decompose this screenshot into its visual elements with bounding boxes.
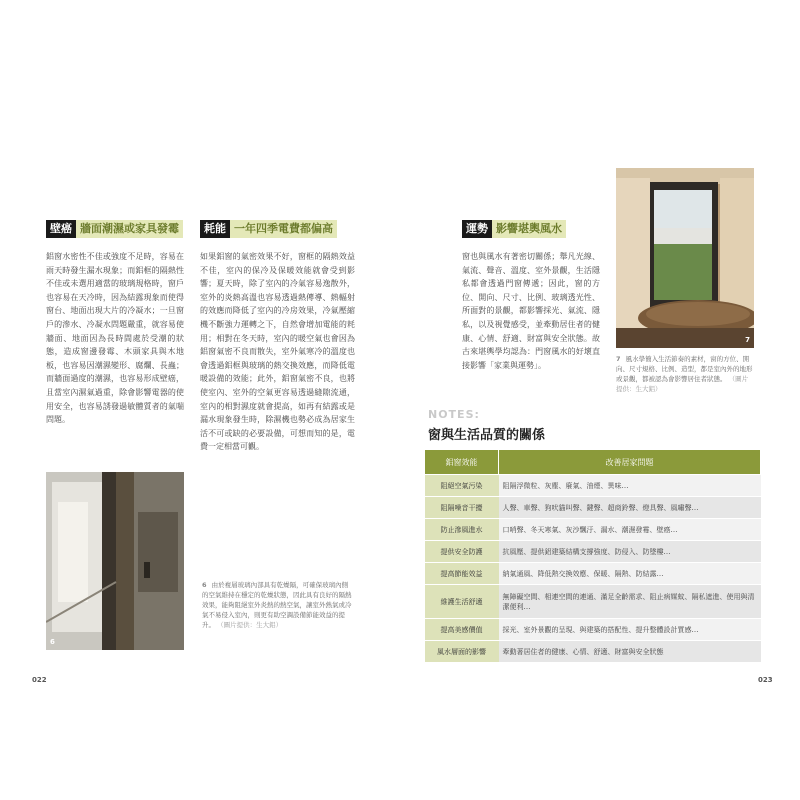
table-cell-effect: 風水層面的影響 <box>425 641 499 663</box>
page-number-left: 022 <box>32 676 47 684</box>
table-header: 改善居家問題 <box>499 450 761 475</box>
section-title: 牆面潮濕或家具發霉 <box>76 220 183 238</box>
section-title: 影響堪輿風水 <box>492 220 566 238</box>
window-frame-illustration <box>46 472 184 650</box>
caption-number: 6 <box>202 581 207 589</box>
caption-text: 風水學簡入生活節奏的素材，窗的方位、開向、尺寸規格、比例、造型，都是室內外的地形或景觀，都被認為會影響居住者狀態。 <box>616 355 753 383</box>
section-body-fengshui: 窗也與風水有著密切關係；舉凡光線、氣流、聲音、溫度、室外景觀，生活隱私都會透過門窗傳遞；因此，窗的方位、開向、尺寸、比例、玻璃透光性、所面對的景觀，都影響採光、氣流、隱私，以及視覺感受，並牽動居住者的健康、心情、舒適、財富與安全狀態。故古來堪輿學均認為：門窗風水的好壞直接影響「家業與運勢」。 <box>462 252 600 370</box>
table-cell-effect: 提供安全防護 <box>425 541 499 563</box>
table-cell-problem: 採光、室外景觀的呈現、與建築的搭配性、提升整體設計質感… <box>499 619 761 641</box>
section-tag: 耗能 <box>200 220 230 238</box>
window-frame-photo <box>46 472 184 650</box>
table-cell-problem: 人聲、車聲、狗吠貓叫聲、鍵聲、超商鈴聲、燈具聲、風嘯聲… <box>499 497 761 519</box>
table-row <box>425 641 761 663</box>
room-window-photo <box>616 168 754 348</box>
photo-number: 6 <box>50 638 55 646</box>
section-title: 一年四季電費都偏高 <box>230 220 337 238</box>
right-page <box>400 0 800 800</box>
section-heading-energy <box>200 220 337 238</box>
photo-number: 7 <box>745 336 750 344</box>
table-cell-problem: 牽動著居住者的健康、心情、舒適、財富與安全狀態 <box>499 641 761 663</box>
window-effects-table <box>424 449 761 663</box>
caption-text: 由於複層玻璃內部具有乾燥隔，可確保玻璃內側的空氣維持在穩定的乾燥狀態，因此具有良好的隔熱效果，能夠阻絕室外炎熱的熱空氣，讓室外熱氣或冷氣不易侵入室內，則更有助空調設備節能效益的提升。 <box>202 581 352 629</box>
section-body-mold: 鋁窗水密性不佳或強度不足時，容易在雨天時發生漏水現象；而鋁框的隔熱性不佳或未選用適當的玻璃規格時，窗戶也容易在天冷時，因為結露現象而使得窗台、地面出現大片的冷凝水；一旦窗戶的滲水、冷凝水問題嚴重，就容易使牆面、地面因為長時間處於受潮的狀態，造成窗邊發霉、木頭家具與木地板，也容易因潮濕變形、腐爛、長蟲；而牆面過度的潮濕，也容易形成壁癌，且當室內濕氣過重，除會影響電器的使用安全，也容易誘發過敏體質者的氣喘問題。 <box>46 252 184 425</box>
table-cell-problem: 口哨聲、冬天寒氣、灰沙飄汙、漏水、潮濕發霉、壁癌… <box>499 519 761 541</box>
table-header: 鋁窗效能 <box>425 450 499 475</box>
table-title: 窗與生活品質的關係 <box>428 428 546 443</box>
table-cell-problem: 納氣通風、降低熱交換效應、保暖、隔熱、防結露… <box>499 563 761 585</box>
table-row <box>425 563 761 585</box>
section-heading-mold <box>46 220 183 238</box>
table-row <box>425 541 761 563</box>
section-tag: 運勢 <box>462 220 492 238</box>
table-row <box>425 519 761 541</box>
table-row <box>425 619 761 641</box>
caption-source: （圖片提供：生大鋁） <box>616 375 749 393</box>
table-row <box>425 497 761 519</box>
table-cell-effect: 阻絕空氣污染 <box>425 475 499 497</box>
table-cell-effect: 維護生活舒適 <box>425 585 499 619</box>
room-window-illustration <box>616 168 754 348</box>
table-cell-effect: 提高美感價值 <box>425 619 499 641</box>
table-row <box>425 475 761 497</box>
page-number-right: 023 <box>758 676 773 684</box>
section-heading-fengshui <box>462 220 566 238</box>
caption-number: 7 <box>616 355 621 363</box>
photo-caption <box>202 580 354 630</box>
table-cell-problem: 無障礙空間、相連空間的連通、滿足全齡需求、阻止病媒蚊、隔私遮進、使用與清潔便利… <box>499 585 761 619</box>
section-body-energy: 如果鋁窗的氣密效果不好，窗框的隔熱效益不佳，室內的保冷及保暖效能就會受到影響；夏天時，除了室內的冷氣容易逸散外，室外的炎熱高溫也容易透過熱傳導、熱輻射的效應而降低了室內的冷房效果，冷氣壓縮機不斷強力運轉之下，自然會增加電能的耗用；相對在冬天時，室內的暖空氣也會因為鋁窗氣密不良而散失，室外氣寒冷的溫度也會透過鋁框與玻璃的熱交換效應，而降低電暖設備的效能；此外，鋁窗氣密不良，也將使室內、室外的空氣更容易透過縫隙流通，室內的相對濕度就會提高，如再有結露或是漏水現象發生時，除濕機也勢必成為居家生活不可或缺的必要設備，可想而知的是，電費一定相當可觀。 <box>200 252 355 452</box>
photo-caption <box>616 354 754 394</box>
caption-source: （圖片提供：生大鋁） <box>217 621 283 629</box>
table-row <box>425 585 761 619</box>
table-cell-effect: 提高節能效益 <box>425 563 499 585</box>
table-cell-problem: 抗風壓、提供鋁建築結構支撐強度、防侵入、防墜樓… <box>499 541 761 563</box>
table-cell-effect: 防止滲風進水 <box>425 519 499 541</box>
table-cell-problem: 阻隔浮微粒、灰塵、廢氣、油煙、異味… <box>499 475 761 497</box>
section-tag: 壁癌 <box>46 220 76 238</box>
table-header-row <box>425 450 761 475</box>
notes-label: NOTES: <box>428 408 480 421</box>
table-cell-effect: 阻隔噪音干擾 <box>425 497 499 519</box>
